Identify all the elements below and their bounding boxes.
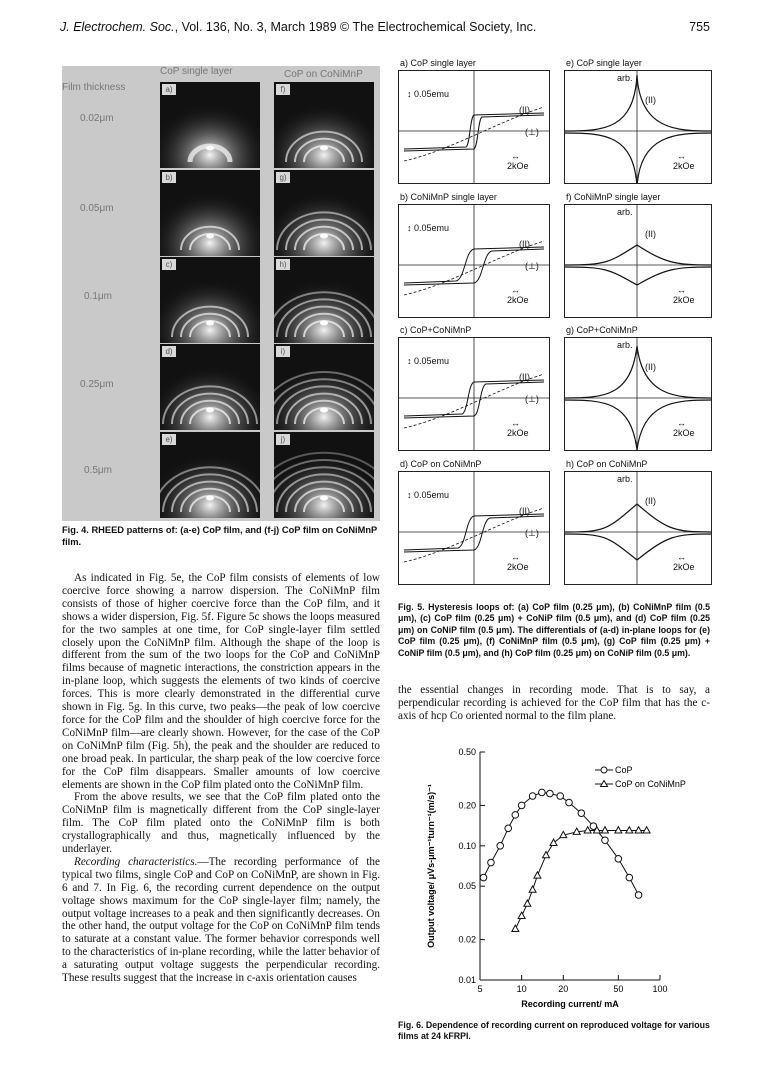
y-tick-label: 0.10 (458, 840, 476, 851)
arb-unit-label: arb. (617, 207, 633, 217)
field-label: 2kOe (673, 295, 695, 305)
field-arrow-icon: ↔ (511, 151, 520, 161)
y-axis-label: Output voltage/ μVs-μm⁻¹turn⁻¹(m/s)⁻¹ (426, 784, 436, 948)
left-column-text (62, 572, 380, 985)
differential-panel-title: f) CoNiMnP single layer (566, 192, 661, 202)
paragraph: Recording characteristics.—The recording performance of the typical two films, single CoP and CoP on CoNiMnP, are shown in Fig. 6 and 7. In Fig. 6, the recording current dependence on the output voltage shows maximum for the CoP single-layer film; namely, the output voltage increases to a peak and then significantly decreases. On the other hand, the output voltage for the CoP on CoNiMnP film tends to saturate at a constant value. The former behavior corresponds well to the characteristics of in-plane recording, while the latter behavior of a saturating output voltage suggests the perpendicular recording. These results suggest that the increase in c-axis orientation causes (62, 855, 380, 985)
cop-point (497, 843, 504, 850)
diffraction-pattern (160, 170, 260, 256)
cop-point (566, 799, 573, 806)
diffraction-pattern (274, 344, 374, 430)
rheed-cop-on-conimnp-pattern (274, 432, 374, 518)
diffraction-pattern (160, 432, 260, 518)
cop-on-conimnp-point (601, 827, 608, 833)
cop-on-conimnp-point (550, 839, 557, 845)
x-tick-label: 10 (516, 984, 527, 994)
field-arrow-icon: ↔ (677, 285, 686, 295)
x-axis-label: Recording current/ mA (521, 999, 619, 1009)
rheed-cop-on-conimnp-pattern (274, 170, 374, 256)
scale-label: ↕ 0.05emu (407, 89, 450, 99)
parallel-label: (II) (519, 506, 530, 516)
cop-point (626, 874, 633, 881)
y-tick-label: 0.01 (458, 975, 476, 985)
diffraction-pattern (160, 82, 260, 168)
x-tick-label: 100 (652, 984, 668, 994)
field-arrow-icon: ↔ (511, 418, 520, 428)
field-label: 2kOe (507, 562, 529, 572)
field-label: 2kOe (673, 428, 695, 438)
cop-on-conimnp-point (524, 900, 531, 906)
field-label: 2kOe (673, 562, 695, 572)
cop-point (539, 789, 546, 796)
rheed-cop-on-conimnp-pattern (274, 344, 374, 430)
differential-curve-panel (564, 204, 712, 318)
y-tick-label: 0.20 (458, 800, 476, 811)
parallel-label: (II) (645, 496, 656, 506)
legend-marker (601, 767, 607, 773)
field-arrow-icon: ↔ (511, 552, 520, 562)
parallel-label: (II) (519, 105, 530, 115)
cop-point (547, 790, 554, 797)
perpendicular-label: (⊥) (525, 394, 539, 404)
diffraction-pattern (274, 170, 374, 256)
x-tick-label: 50 (613, 984, 624, 994)
cop-point (518, 802, 525, 809)
loop-curves (399, 472, 549, 584)
cop-point (488, 859, 495, 866)
legend-label: CoP on CoNiMnP (615, 779, 686, 789)
row-header-thickness: Film thickness (62, 82, 126, 93)
hysteresis-loop-panel (398, 337, 550, 451)
differential-curves (565, 205, 711, 317)
field-arrow-icon: ↔ (677, 151, 686, 161)
cop-on-conimnp-point (529, 886, 536, 892)
cop-point (578, 810, 585, 817)
differential-curves (565, 338, 711, 450)
cop-point (602, 837, 609, 844)
fig5-caption: Fig. 5. Hysteresis loops of: (a) CoP film (0.25 μm), (b) CoNiMnP film (0.5 μm), (c) CoP film (0.25 μm) + CoNiP film (0.5 μm), and (d) CoP film (0.25 μm) on CoNiP film (0.5 μm). The differentials of (a-d) in-plane loops for (e) CoP film (0.25 μm), (f) CoNiMnP film (0.5 μm), (g) CoP film (0.25 μm) + CoNiP film (0.5 μm), and (h) CoP film (0.25 μm) on CoNiP film (0.5 μm). (398, 602, 710, 658)
right-column-text (398, 684, 710, 723)
field-label: 2kOe (673, 161, 695, 171)
diffraction-pattern (274, 432, 374, 518)
parallel-label: (II) (519, 372, 530, 382)
differential-panel-title: h) CoP on CoNiMnP (566, 459, 648, 469)
field-label: 2kOe (507, 161, 529, 171)
cop-point (635, 892, 642, 899)
differential-panel-title: e) CoP single layer (566, 58, 642, 68)
y-tick-label: 0.05 (458, 881, 476, 892)
arb-unit-label: arb. (617, 340, 633, 350)
rheed-cop-pattern (160, 257, 260, 343)
diffraction-pattern (274, 257, 374, 343)
journal-citation: J. Electrochem. Soc., Vol. 136, No. 3, March 1989 © The Electrochemical Society, Inc. (60, 20, 537, 34)
thickness-label: 0.02μm (80, 113, 114, 124)
diffraction-pattern (160, 344, 260, 430)
diffraction-pattern (274, 82, 374, 168)
arb-unit-label: arb. (617, 474, 633, 484)
cop-on-conimnp-point (615, 827, 622, 833)
field-arrow-icon: ↔ (677, 552, 686, 562)
cop-point (557, 793, 564, 800)
field-label: 2kOe (507, 295, 529, 305)
differential-curve-panel (564, 337, 712, 451)
page-number: 755 (689, 20, 710, 34)
legend-label: CoP (615, 765, 633, 775)
field-label: 2kOe (507, 428, 529, 438)
cop-point (512, 812, 519, 819)
hysteresis-loop-panel (398, 70, 550, 184)
loop-curves (399, 71, 549, 183)
differential-panel-title: g) CoP+CoNiMnP (566, 325, 638, 335)
fig6-caption: Fig. 6. Dependence of recording current on reproduced voltage for various films at 24 kFRPI. (398, 1020, 710, 1042)
cop-point (529, 793, 536, 800)
loop-curves (399, 205, 549, 317)
perpendicular-label: (⊥) (525, 261, 539, 271)
y-tick-label: 0.02 (458, 934, 476, 945)
rheed-figure (62, 66, 380, 521)
thickness-label: 0.1μm (84, 291, 112, 302)
paragraph: the essential changes in recording mode. That is to say, a perpendicular recording is achieved for the CoP film that has the c-axis of hcp Co oriented normal to the film plane. (398, 684, 710, 722)
cop-on-conimnp-point (626, 827, 633, 833)
recording-current-chart (410, 740, 710, 1040)
parallel-label: (II) (645, 362, 656, 372)
scale-label: ↕ 0.05emu (407, 223, 450, 233)
col-header-cop: CoP single layer (160, 66, 233, 77)
perpendicular-label: (⊥) (525, 127, 539, 137)
cop-on-conimnp-point (643, 827, 650, 833)
loop-curves (399, 338, 549, 450)
loop-panel-title: a) CoP single layer (400, 58, 476, 68)
col-header-cop-on-conimnp: CoP on CoNiMnP (284, 69, 363, 80)
rheed-cop-on-conimnp-pattern (274, 257, 374, 343)
cop-point (505, 825, 512, 832)
cop-point (615, 856, 622, 863)
thickness-label: 0.25μm (80, 379, 114, 390)
diffraction-pattern (160, 257, 260, 343)
parallel-label: (II) (645, 229, 656, 239)
rheed-cop-pattern (160, 344, 260, 430)
rheed-cop-pattern (160, 82, 260, 168)
loop-panel-title: c) CoP+CoNiMnP (400, 325, 472, 335)
cop-on-conimnp-point (518, 912, 525, 918)
hysteresis-loop-panel (398, 204, 550, 318)
hysteresis-loop-panel (398, 471, 550, 585)
paragraph: From the above results, we see that the CoP film plated onto the CoNiMnP film is magnetically different from the CoP single-layer film. The CoP film plated onto the CoNiMnP film is both crystallographically and thus, magnetically influenced by the underlayer. (62, 791, 380, 856)
rheed-cop-on-conimnp-pattern (274, 82, 374, 168)
thickness-label: 0.5μm (84, 465, 112, 476)
field-arrow-icon: ↔ (677, 418, 686, 428)
paragraph: As indicated in Fig. 5e, the CoP film consists of elements of low coercive force showing a narrow dispersion. The CoNiMnP film consists of those of higher coercive force than the CoP film, and it shows a wider dispersion, Fig. 5f. Figure 5c shows the loops measured for the two samples at one time, for CoP single-layer film settled closely upon the CoNiMnP film. Although the shape of the loop is different from the sum of the two loops for the CoP and CoNiMnP films because of magnetic interactions, the constriction appears in the in-plane loop, which suggests the elements of two kinds of coercive forces. This is more clearly demonstrated in the differential curve shown in Fig. 5g. In this curve, two peaks—the peak of low coercive force for the CoP film and the shoulder of high coercive force for the CoNiMnP film—are clearly shown. However, for the case of the CoP on CoNiMnP film (Fig. 5h), the peak and the shoulder are reduced to one broad peak. In particular, the sharp peak of the low coercive force for the CoP film disappears. Smaller amounts of low coercive elements are shown in the CoP film plated onto the CoNiMnP film. (62, 572, 380, 791)
rheed-cop-pattern (160, 170, 260, 256)
x-tick-label: 20 (558, 984, 569, 994)
differential-curve-panel (564, 70, 712, 184)
thickness-label: 0.05μm (80, 203, 114, 214)
arb-unit-label: arb. (617, 73, 633, 83)
differential-curves (565, 472, 711, 584)
cop-on-conimnp-point (635, 827, 642, 833)
fig4-caption: Fig. 4. RHEED patterns of: (a-e) CoP film, and (f-j) CoP film on CoNiMnP film. (62, 525, 378, 547)
perpendicular-label: (⊥) (525, 528, 539, 538)
cop-point (480, 874, 487, 881)
loop-panel-title: d) CoP on CoNiMnP (400, 459, 482, 469)
field-arrow-icon: ↔ (511, 285, 520, 295)
differential-curves (565, 71, 711, 183)
cop-on-conimnp-point (543, 851, 550, 857)
loop-panel-title: b) CoNiMnP single layer (400, 192, 497, 202)
parallel-label: (II) (519, 239, 530, 249)
cop-on-conimnp-point (512, 925, 519, 931)
scale-label: ↕ 0.05emu (407, 356, 450, 366)
run-in-heading: Recording characteristics. (74, 855, 198, 868)
scale-label: ↕ 0.05emu (407, 490, 450, 500)
series-line (484, 792, 639, 895)
rheed-cop-pattern (160, 432, 260, 518)
x-tick-label: 5 (477, 984, 483, 994)
parallel-label: (II) (645, 95, 656, 105)
y-tick-label: 0.50 (458, 747, 476, 757)
cop-on-conimnp-point (534, 872, 541, 878)
differential-curve-panel (564, 471, 712, 585)
